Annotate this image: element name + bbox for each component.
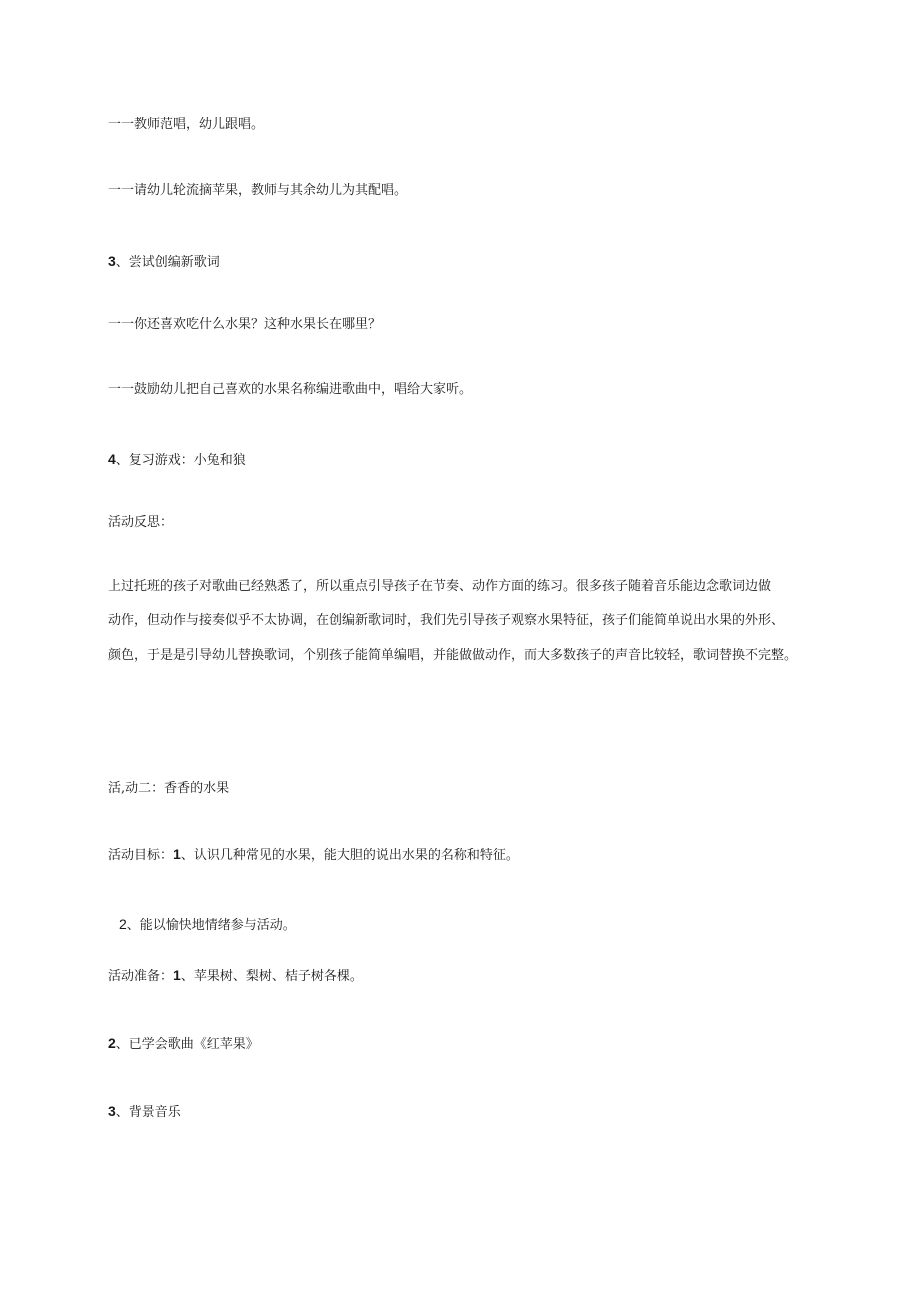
text-line-encourage: 一一鼓励幼儿把自己喜欢的水果名称编进歌曲中，唱给大家听。 (108, 382, 473, 397)
activity-goal-2 (119, 916, 296, 934)
activity-prep-3 (108, 1103, 181, 1121)
step-number: 3 (108, 253, 116, 269)
prep-text: 、已学会歌曲《红苹果》 (115, 1037, 259, 1052)
reflection-line: 上过托班的孩子对歌曲已经熟悉了，所以重点引导孩子在节奏、动作方面的练习。很多孩子随着音乐能边念歌词边做 (108, 579, 772, 594)
prep-text: 、苹果树、梨树、桔子树各棵。 (180, 969, 363, 984)
step-number: 4 (108, 451, 116, 467)
activity-prep-2 (108, 1035, 259, 1053)
goal-number: 1 (173, 846, 181, 862)
activity-prep-1 (108, 967, 363, 985)
step-title: 、尝试创编新歌词 (115, 255, 220, 270)
prep-text: 、背景音乐 (115, 1105, 181, 1120)
reflection-line: 动作，但动作与接奏似乎不太协调，在创编新歌词时，我们先引导孩子观察水果特征，孩子们能简单说出水果的外形、 (108, 613, 785, 628)
text-line-teacher-sing: 一一教师范唱，幼儿跟唱。 (108, 117, 265, 132)
reflection-line: 颜色，于是是引导幼儿替换歌词，个别孩子能简单编唱，并能做做动作，而大多数孩子的声音比较轻，歌词替换不完整。 (108, 648, 798, 663)
goal-label: 活动目标： (108, 848, 174, 863)
goal-text: 、能以愉快地情绪参与活动。 (126, 918, 296, 933)
activity-title: 活,动二：香香的水果 (108, 781, 230, 796)
prep-label: 活动准备： (108, 969, 174, 984)
step-title: 、复习游戏：小兔和狼 (115, 453, 246, 468)
reflection-title: 活动反思： (108, 515, 174, 530)
prep-number: 2 (108, 1035, 116, 1051)
text-line-pick-apples: 一一请幼儿轮流摘苹果，教师与其余幼儿为其配唱。 (108, 183, 408, 198)
text-line-question: 一一你还喜欢吃什么水果？这种水果长在哪里？ (108, 317, 382, 332)
prep-number: 1 (173, 967, 181, 983)
goal-number: 2 (119, 916, 127, 932)
step-heading-3 (108, 253, 220, 271)
activity-goal-1 (108, 846, 519, 864)
goal-text: 、认识几种常见的水果，能大胆的说出水果的名称和特征。 (180, 848, 519, 863)
prep-number: 3 (108, 1103, 116, 1119)
step-heading-4 (108, 451, 246, 469)
